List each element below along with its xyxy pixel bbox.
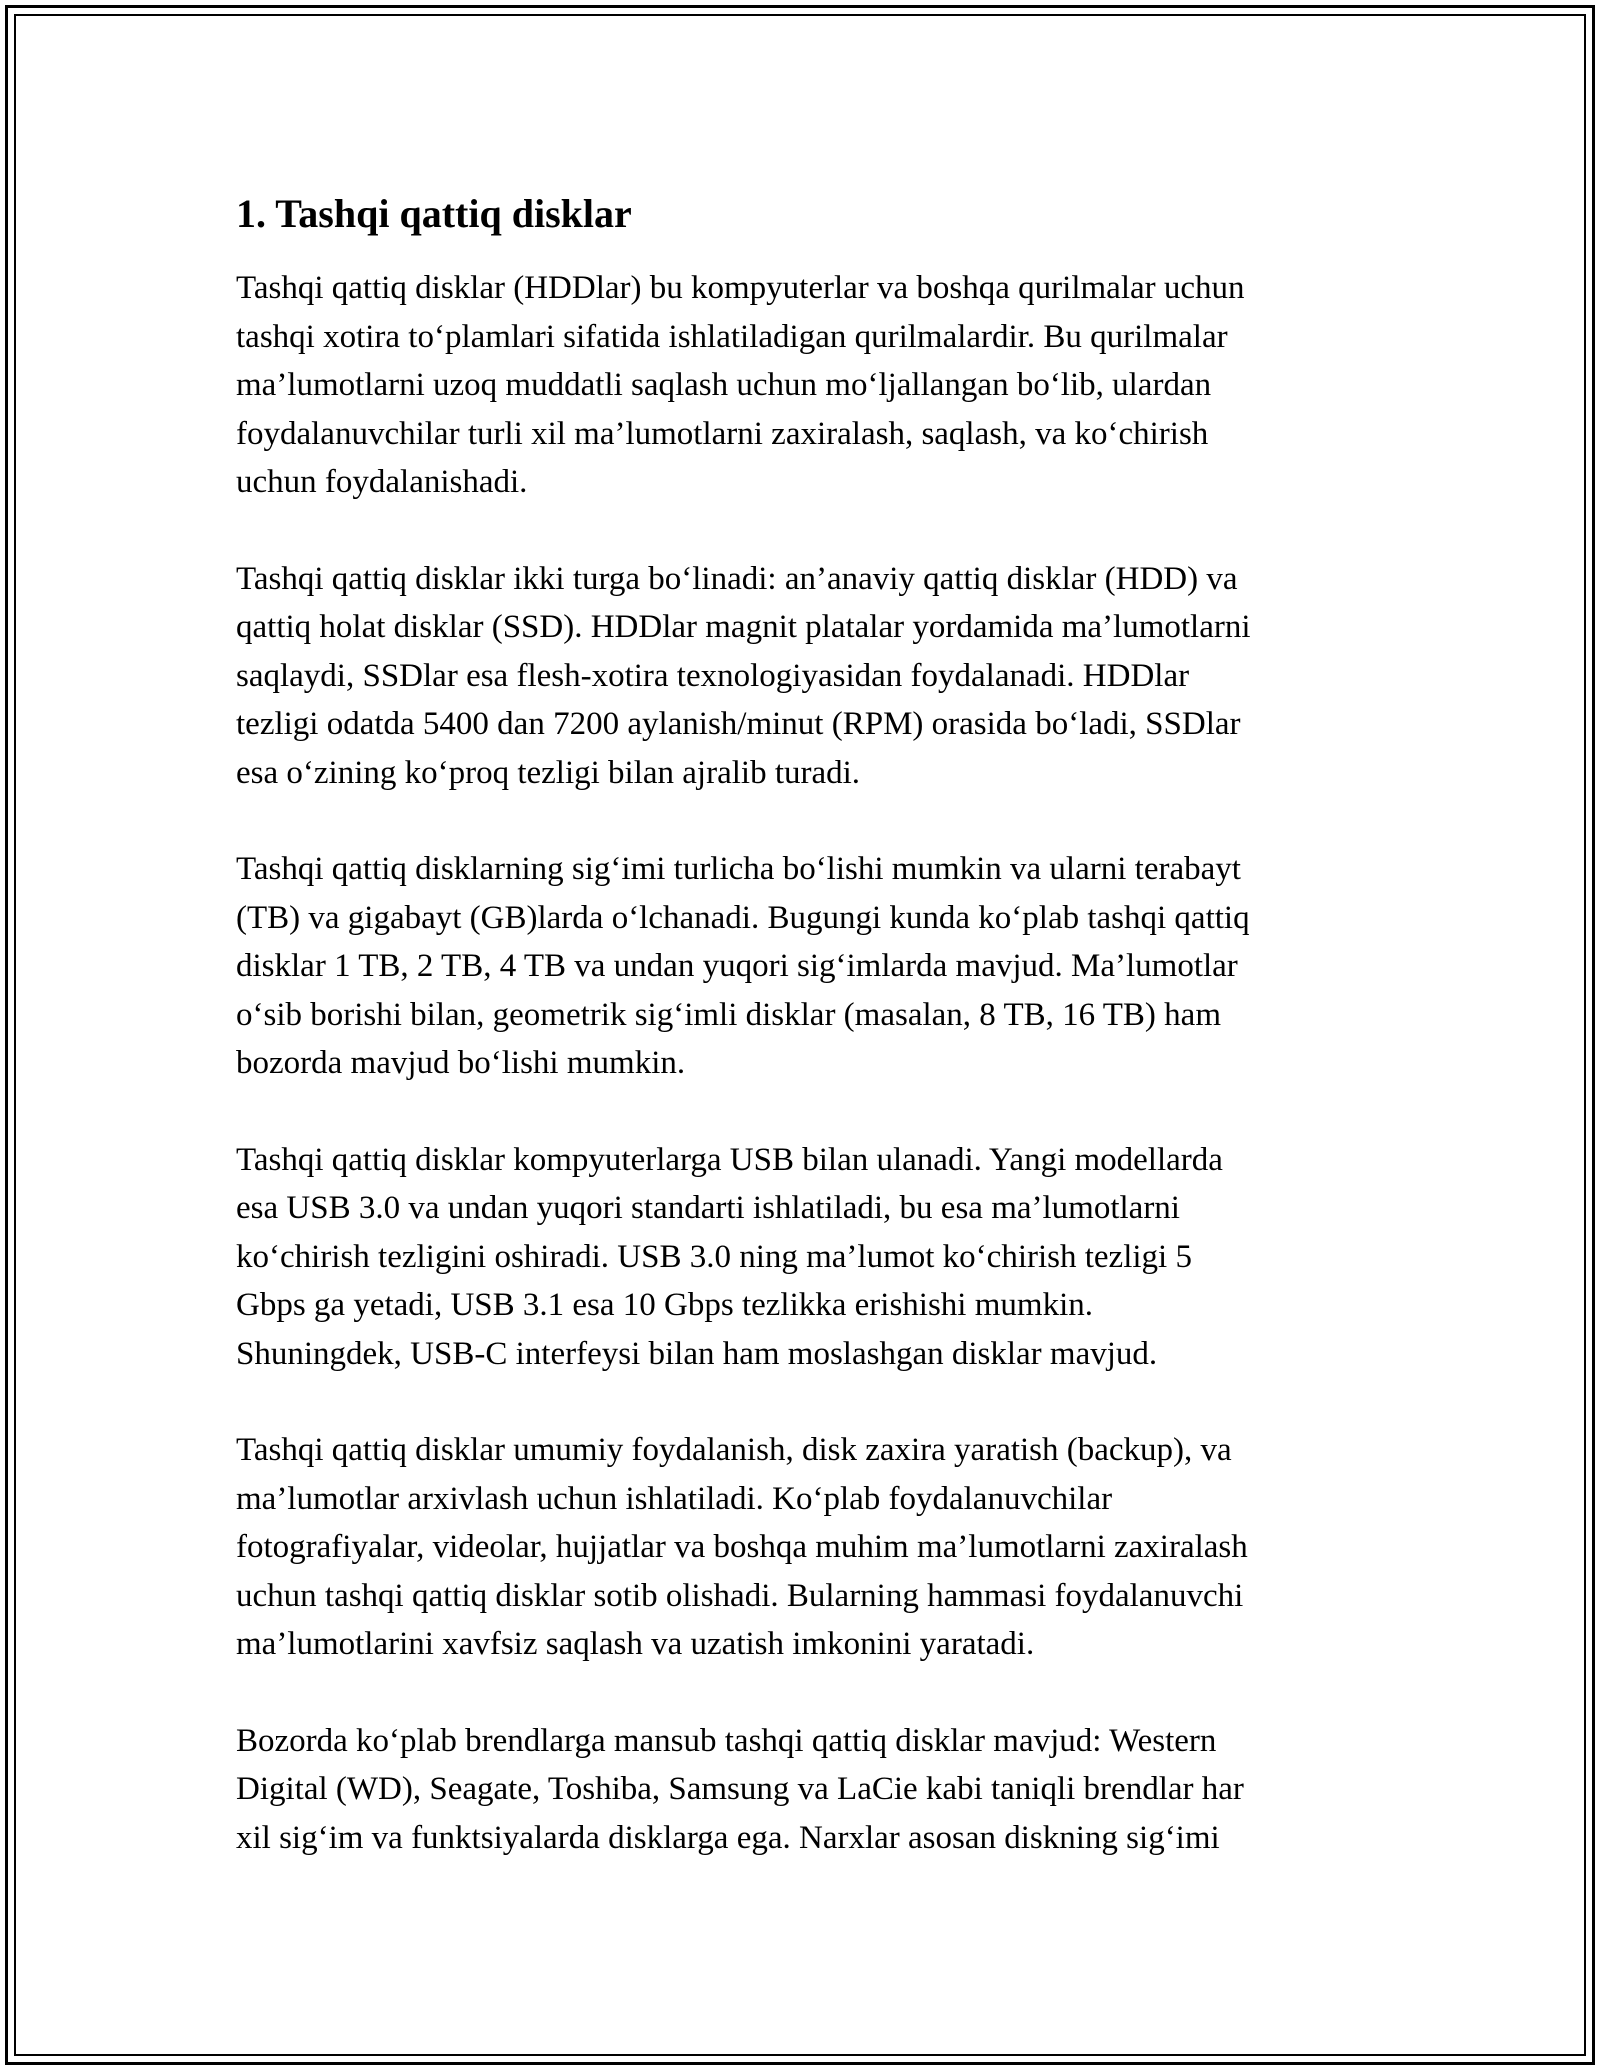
text-line: Digital (WD), Seagate, Toshiba, Samsung va LaCie kabi taniqli brendlar har — [236, 1771, 1244, 1807]
section-heading: 1. Tashqi qattiq disklar — [236, 191, 632, 236]
text-line: esa USB 3.0 va undan yuqori standarti ishlatiladi, bu esa ma’lumotlarni — [236, 1190, 1180, 1226]
text-line: Gbps ga yetadi, USB 3.1 esa 10 Gbps tezlikka erishishi mumkin. — [236, 1287, 1093, 1323]
text-line: Tashqi qattiq disklar ikki turga bo‘linadi: an’anaviy qattiq disklar (HDD) va — [236, 560, 1238, 597]
paragraph-2 — [236, 555, 1366, 798]
paragraph-6 — [236, 1717, 1366, 1863]
text-line: disklar 1 TB, 2 TB, 4 TB va undan yuqori sig‘imlarda mavjud. Ma’lumotlar — [236, 948, 1238, 984]
text-line: Bozorda ko‘plab brendlarga mansub tashqi qattiq disklar mavjud: Western — [236, 1722, 1217, 1759]
paragraph-4 — [236, 1136, 1366, 1379]
text-line: Tashqi qattiq disklarning sig‘imi turlicha bo‘lishi mumkin va ularni terabayt — [236, 851, 1241, 887]
text-line: ma’lumotlarni uzoq muddatli saqlash uchun mo‘ljallangan bo‘lib, ulardan — [236, 367, 1212, 403]
text-line: ko‘chirish tezligini oshiradi. USB 3.0 ning ma’lumot ko‘chirish tezligi 5 — [236, 1238, 1192, 1275]
text-line: tashqi xotira to‘plamlari sifatida ishlatiladigan qurilmalardir. Bu qurilmalar — [236, 318, 1228, 355]
text-line: esa o‘zining ko‘proq tezligi bilan ajralib turadi. — [236, 754, 861, 791]
text-line: foydalanuvchilar turli xil ma’lumotlarni zaxiralash, saqlash, va ko‘chirish — [236, 415, 1209, 452]
text-line: (TB) va gigabayt (GB)larda o‘lchanadi. Bugungi kunda ko‘plab tashqi qattiq — [236, 899, 1250, 936]
text-line: Tashqi qattiq disklar umumiy foydalanish, disk zaxira yaratish (backup), va — [236, 1432, 1232, 1468]
text-line: uchun tashqi qattiq disklar sotib olishadi. Bularning hammasi foydalanuvchi — [236, 1577, 1244, 1614]
paragraph-5 — [236, 1426, 1366, 1669]
text-line: ma’lumotlar arxivlash uchun ishlatiladi. Ko‘plab foydalanuvchilar — [236, 1480, 1113, 1517]
text-line: qattiq holat disklar (SSD). HDDlar magnit platalar yordamida ma’lumotlarni — [236, 609, 1251, 645]
text-line: bozorda mavjud bo‘lishi mumkin. — [236, 1045, 686, 1081]
text-line: tezligi odatda 5400 dan 7200 aylanish/minut (RPM) orasida bo‘ladi, SSDlar — [236, 706, 1241, 742]
text-line: fotografiyalar, videolar, hujjatlar va boshqa muhim ma’lumotlarni zaxiralash — [236, 1529, 1248, 1565]
text-line: uchun foydalanishadi. — [236, 464, 528, 500]
text-line: Tashqi qattiq disklar kompyuterlarga USB bilan ulanadi. Yangi modellarda — [236, 1141, 1223, 1178]
text-line: saqlaydi, SSDlar esa flesh-xotira texnologiyasidan foydalanadi. HDDlar — [236, 657, 1190, 694]
text-line: Tashqi qattiq disklar (HDDlar) bu kompyuterlar va boshqa qurilmalar uchun — [236, 270, 1245, 306]
text-line: ma’lumotlarini xavfsiz saqlash va uzatish imkonini yaratadi. — [236, 1626, 1035, 1662]
paragraph-1 — [236, 264, 1366, 507]
document-body — [236, 186, 1366, 1910]
text-line: xil sig‘im va funktsiyalarda disklarga ega. Narxlar asosan diskning sig‘imi — [236, 1819, 1220, 1856]
text-line: o‘sib borishi bilan, geometrik sig‘imli disklar (masalan, 8 TB, 16 TB) ham — [236, 996, 1221, 1033]
text-line: Shuningdek, USB-C interfeysi bilan ham moslashgan disklar mavjud. — [236, 1335, 1158, 1372]
paragraph-3 — [236, 845, 1366, 1088]
